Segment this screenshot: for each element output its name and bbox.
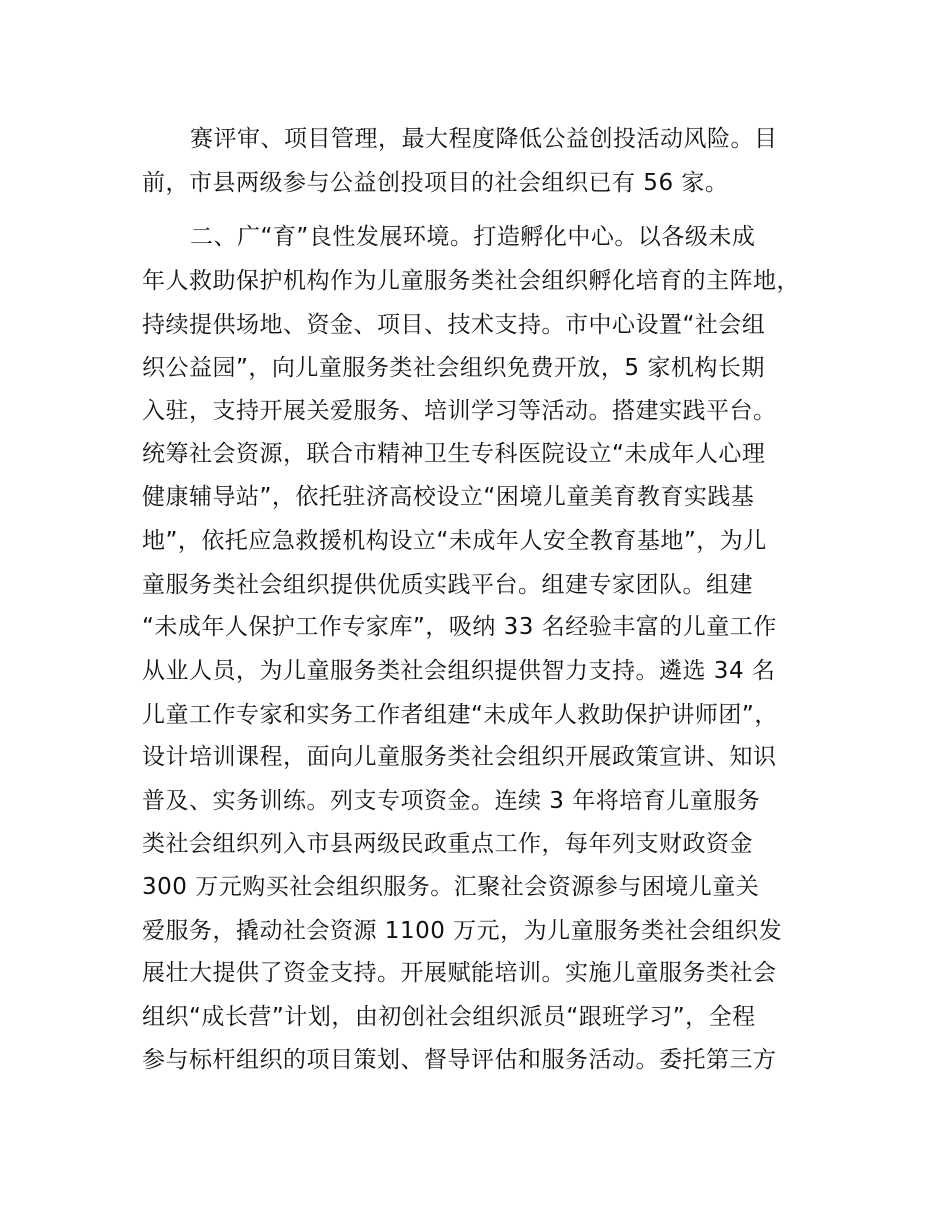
paragraph-line: 地”，依托应急救援机构设立“未成年人安全教育基地”，为儿 — [142, 528, 767, 554]
paragraph-line: 织公益园”，向儿童服务类社会组织免费开放，5 家机构长期 — [142, 355, 765, 381]
paragraph-line: 从业人员，为儿童服务类社会组织提供智力支持。遴选 34 名 — [142, 658, 776, 684]
paragraph-line: 组织“成长营”计划，由初创社会组织派员“跟班学习”，全程 — [142, 1004, 756, 1030]
paragraph-line: 儿童工作专家和实务工作者组建“未成年人救助保护讲师团”， — [142, 702, 778, 728]
paragraph-line: 童服务类社会组织提供优质实践平台。组建专家团队。组建 — [142, 572, 753, 598]
paragraph-line: 设计培训课程，面向儿童服务类社会组织开展政策宣讲、知识 — [142, 744, 777, 770]
paragraph-line: 持续提供场地、资金、项目、技术支持。市中心设置“社会组 — [142, 312, 766, 338]
paragraph-line: 健康辅导站”，依托驻济高校设立“困境儿童美育教育实践基 — [142, 484, 755, 510]
paragraph-line: 爱服务，撬动社会资源 1100 万元，为儿童服务类社会组织发 — [142, 918, 783, 944]
paragraph-line: 前，市县两级参与公益创投项目的社会组织已有 56 家。 — [142, 170, 729, 196]
paragraph-line: “未成年人保护工作专家库”，吸纳 33 名经验丰富的儿童工作 — [142, 614, 777, 640]
paragraph-line: 参与标杆组织的项目策划、督导评估和服务活动。委托第三方 — [142, 1047, 777, 1073]
paragraph-line: 赛评审、项目管理，最大程度降低公益创投活动风险。目 — [190, 126, 778, 152]
paragraph-line: 统筹社会资源，联合市精神卫生专科医院设立“未成年人心理 — [142, 441, 766, 467]
paragraph-line: 展壮大提供了资金支持。开展赋能培训。实施儿童服务类社会 — [142, 960, 777, 986]
paragraph-line: 类社会组织列入市县两级民政重点工作，每年列支财政资金 — [142, 831, 753, 857]
paragraph-line: 普及、实务训练。列支专项资金。连续 3 年将培育儿童服务 — [142, 788, 761, 814]
paragraph-line: 二、广“育”良性发展环境。打造孵化中心。以各级未成 — [190, 224, 756, 250]
paragraph-line: 300 万元购买社会组织服务。汇聚社会资源参与困境儿童关 — [142, 874, 760, 900]
paragraph-line: 年人救助保护机构作为儿童服务类社会组织孵化培育的主阵地， — [142, 268, 800, 294]
paragraph-line: 入驻，支持开展关爱服务、培训学习等活动。搭建实践平台。 — [142, 398, 777, 424]
